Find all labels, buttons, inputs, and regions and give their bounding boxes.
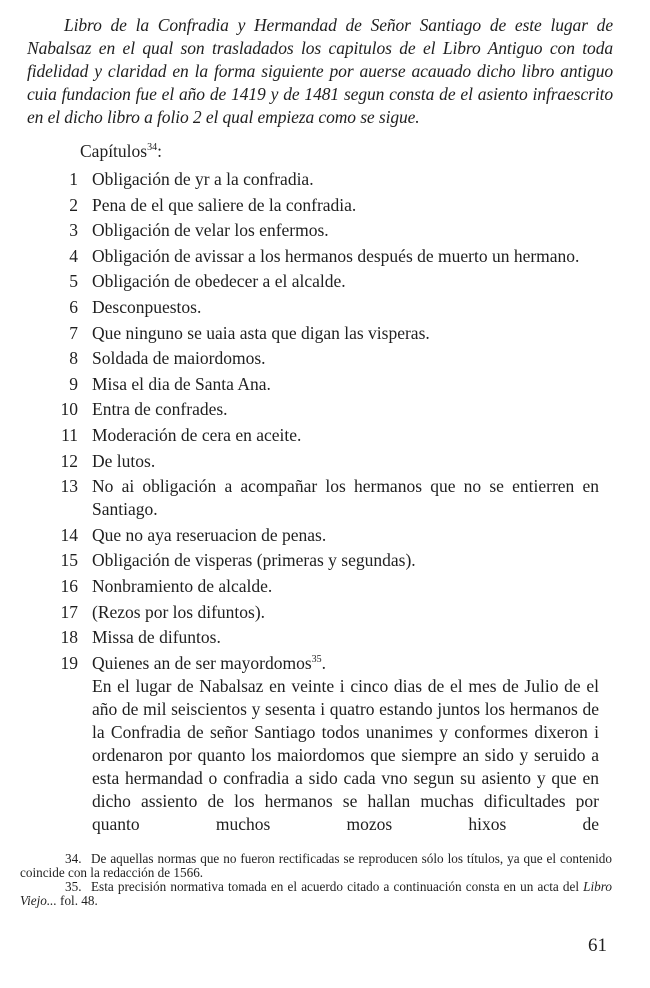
footnote-number: 34.: [65, 851, 82, 866]
chapter-title: Obligación de velar los enfermos.: [92, 220, 329, 241]
chapter-item: [0, 601, 650, 624]
chapter-item: [0, 194, 650, 217]
chapter-item: [0, 652, 650, 836]
chapter-title: (Rezos por los difuntos).: [92, 601, 266, 622]
chapter-title-suffix: .: [321, 652, 327, 673]
chapters-heading-suffix: :: [157, 141, 162, 161]
footnote-text: Esta precisión normativa tomada en el acuerdo citado a continuación consta en un acta del: [91, 879, 584, 894]
chapter-body: [92, 652, 599, 836]
chapter-title: Soldada de maiordomos.: [92, 348, 266, 369]
chapter-number: 12: [60, 450, 78, 471]
chapter-number: 18: [60, 627, 78, 648]
chapter-number: 13: [60, 476, 78, 497]
chapter-item: [0, 398, 650, 421]
chapter-number: 5: [69, 271, 78, 292]
chapter-title: Pena de el que saliere de la confradia.: [92, 194, 357, 215]
chapter-number: 10: [60, 399, 78, 420]
chapter-title: Entra de confrades.: [92, 399, 228, 420]
chapter-title: Obligación de yr a la confradia.: [92, 169, 314, 189]
chapter-item: [0, 450, 650, 473]
chapter-title: Desconpuestos.: [92, 296, 202, 317]
chapter-item: [0, 424, 650, 447]
chapter-item: [0, 245, 650, 268]
chapter-number: 2: [69, 194, 78, 215]
chapter-number: 8: [69, 348, 78, 369]
chapter-number: 3: [69, 220, 78, 241]
chapter-number: 17: [60, 601, 78, 622]
footnotes: [20, 852, 612, 908]
chapter-number: 6: [69, 296, 78, 317]
chapter-title: Quienes an de ser mayordomos: [92, 652, 312, 673]
footnote-text: De aquellas normas que no fueron rectificadas se reproducen sólo los títulos, ya que el contenido coincide con la redacción de 1566.: [20, 851, 612, 880]
footnote-ref-35: 35: [311, 653, 322, 665]
chapter-item: [0, 524, 650, 547]
chapter-number: 1: [69, 169, 78, 189]
chapter-title: Obligación de visperas (primeras y segundas).: [92, 550, 416, 571]
chapter-title: Obligación de avissar a los hermanos después de muerto un hermano.: [92, 245, 580, 266]
chapter-number: 9: [69, 373, 78, 394]
chapter-number: 15: [60, 550, 78, 571]
chapter-number: 4: [69, 245, 78, 266]
footnote-number: 35.: [65, 879, 82, 894]
chapter-item: [0, 168, 650, 191]
chapter-number: 14: [60, 524, 78, 545]
chapter-title: No ai obligación a acompañar los hermanos que no se entierren en Santiago.: [92, 476, 599, 520]
footnote-text-end: fol. 48.: [56, 893, 98, 908]
chapter-item: [0, 296, 650, 319]
chapter-item: [0, 626, 650, 649]
chapter-item: [0, 270, 650, 293]
chapter-item: [0, 549, 650, 572]
page-number: 61: [588, 935, 607, 956]
chapter-number: 16: [60, 575, 78, 596]
footnote-35: [20, 880, 612, 908]
chapters-heading-text: Capítulos: [80, 141, 148, 161]
chapter-number: 11: [61, 424, 78, 445]
chapter-title: Que ninguno se uaia asta que digan las visperas.: [92, 322, 430, 343]
chapter-number: 7: [69, 322, 78, 343]
chapter-title: Obligación de obedecer a el alcalde.: [92, 271, 346, 292]
chapter-title: Que no aya reseruacion de penas.: [92, 524, 327, 545]
footnote-34: [20, 852, 612, 880]
chapter-item: [0, 322, 650, 345]
chapter-number: 19: [60, 652, 78, 673]
footnote-ref-34: 34: [147, 142, 158, 153]
chapter-title: Moderación de cera en aceite.: [92, 424, 302, 445]
chapter-title: Misa el dia de Santa Ana.: [92, 373, 271, 394]
chapter-item: [0, 219, 650, 242]
chapter-title: Nonbramiento de alcalde.: [92, 575, 273, 596]
chapter-item: [0, 373, 650, 396]
chapter-continuation-text: En el lugar de Nabalsaz en veinte i cinco dias de el mes de Julio de el año de mil seiscientos y sesenta i quatro estando juntos los hermanos de la Confradia de señor Santiago todos unanimes y conformes dixeron i ordenaron por quanto los maiordomos que siempre an sido y seruido a esta hermandad o confradia a sido cada vno segun su asiento y que en dicho assiento de los hermanos se hallan muchas dificultades por quanto muchos mozos hixos de: [92, 675, 599, 834]
intro-paragraph: Libro de la Confradia y Hermandad de Señor Santiago de este lugar de Nabalsaz en el qual son trasladados los capitulos de el Libro Antiguo con toda fidelidad y claridad en la forma siguiente por auerse acauado dicho libro antiguo cuia fundacion fue el año de 1419 y de 1481 segun consta de el asiento infraescrito en el dicho libro a folio 2 el qual empieza como se sigue.: [27, 15, 613, 127]
chapter-item: [0, 475, 650, 521]
chapter-list: [0, 168, 650, 838]
chapter-item: [0, 347, 650, 370]
chapter-title: Missa de difuntos.: [92, 627, 221, 648]
chapters-heading: [80, 140, 162, 163]
chapter-item: [0, 575, 650, 598]
footnote-italic-title: Libro Viejo...: [20, 879, 612, 908]
chapter-title: De lutos.: [92, 450, 156, 471]
